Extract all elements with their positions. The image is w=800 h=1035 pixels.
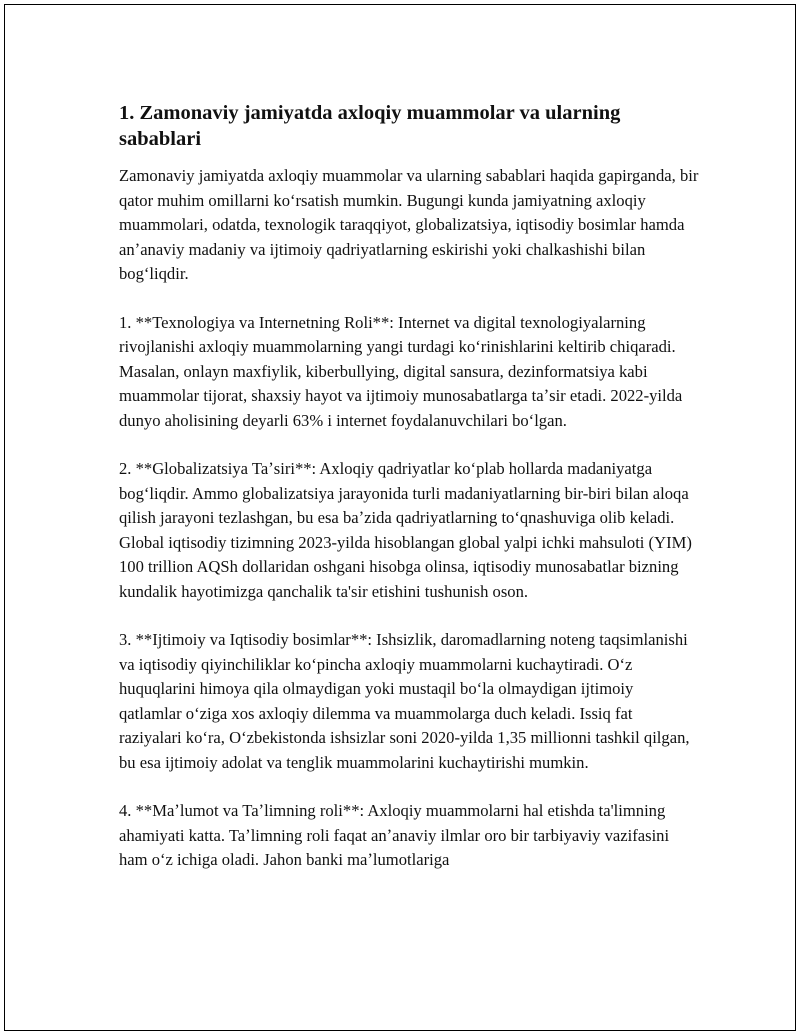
document-title: 1. Zamonaviy jamiyatda axloqiy muammolar va ularning sabablari [119,102,621,150]
page-frame [4,4,796,1031]
document-body [119,100,699,897]
intro-paragraph: Zamonaviy jamiyatda axloqiy muammolar va ularning sabablari haqida gapirganda, bir qator muhim omillarni koʻrsatish mumkin. Bugungi kunda jamiyatning axloqiy muammolari, odatda, texnologik taraqqiyot, globalizatsiya, iqtisodiy bosimlar hamda anʼanaviy madaniy va ijtimoiy qadriyatlarning eskirishi yoki chalkashishi bilan bogʻliqdir. [119,166,699,283]
paragraph-education: 4. **Maʼlumot va Taʼlimning roli**: Axloqiy muammolarni hal etishda ta'limning ahamiyati katta. Taʼlimning roli faqat anʼanaviy ilmlar oro bir tarbiyaviy vazifasini ham oʻz ichiga oladi. Jahon banki maʼlumotlariga [119,801,670,869]
paragraph-technology: 1. **Texnologiya va Internetning Roli**: Internet va digital texnologiyalarning rivojlanishi axloqiy muammolarning yangi turdagi koʻrinishlarini keltirib chiqaradi. Masalan, onlayn maxfiylik, kiberbullying, digital sansura, dezinformatsiya kabi muammolar tijorat, shaxsiy hayot va ijtimoiy munosabatlarga taʼsir etadi. 2022-yilda dunyo aholisining deyarli 63% i internet foydalanuvchilari boʻlgan. [119,312,683,430]
paragraph-globalization: 2. **Globalizatsiya Taʼsiri**: Axloqiy qadriyatlar koʻplab hollarda madaniyatga bogʻliqdir. Ammo globalizatsiya jarayonida turli madaniyatlarning bir-biri bilan aloqa qilish jarayoni tezlashgan, bu esa baʼzida qadriyatlarning toʻqnashuviga olib keladi. Global iqtisodiy tizimning 2023-yilda hisoblangan global yalpi ichki mahsuloti (YIM) 100 trillion AQSh dollaridan oshgani hisobga olinsa, iqtisodiy munosabatlar bizning kundalik hayotimizga qanchalik ta'sir etishini tushunish oson. [119,459,692,601]
paragraph-social-economic: 3. **Ijtimoiy va Iqtisodiy bosimlar**: Ishsizlik, daromadlarning noteng taqsimlanishi va iqtisodiy qiyinchiliklar koʻpincha axloqiy muammolarni kuchaytiradi. Oʻz huquqlarini himoya qila olmaydigan yoki mustaqil boʻla olmaydigan ijtimoiy qatlamlar oʻziga xos axloqiy dilemma va muammolarga duch keladi. Issiq fat raziyalari koʻra, Oʻzbekistonda ishsizlar soni 2020-yilda 1,35 millionni tashkil qilgan, bu esa ijtimoiy adolat va tenglik muammolarini kuchaytirishi mumkin. [119,630,690,772]
